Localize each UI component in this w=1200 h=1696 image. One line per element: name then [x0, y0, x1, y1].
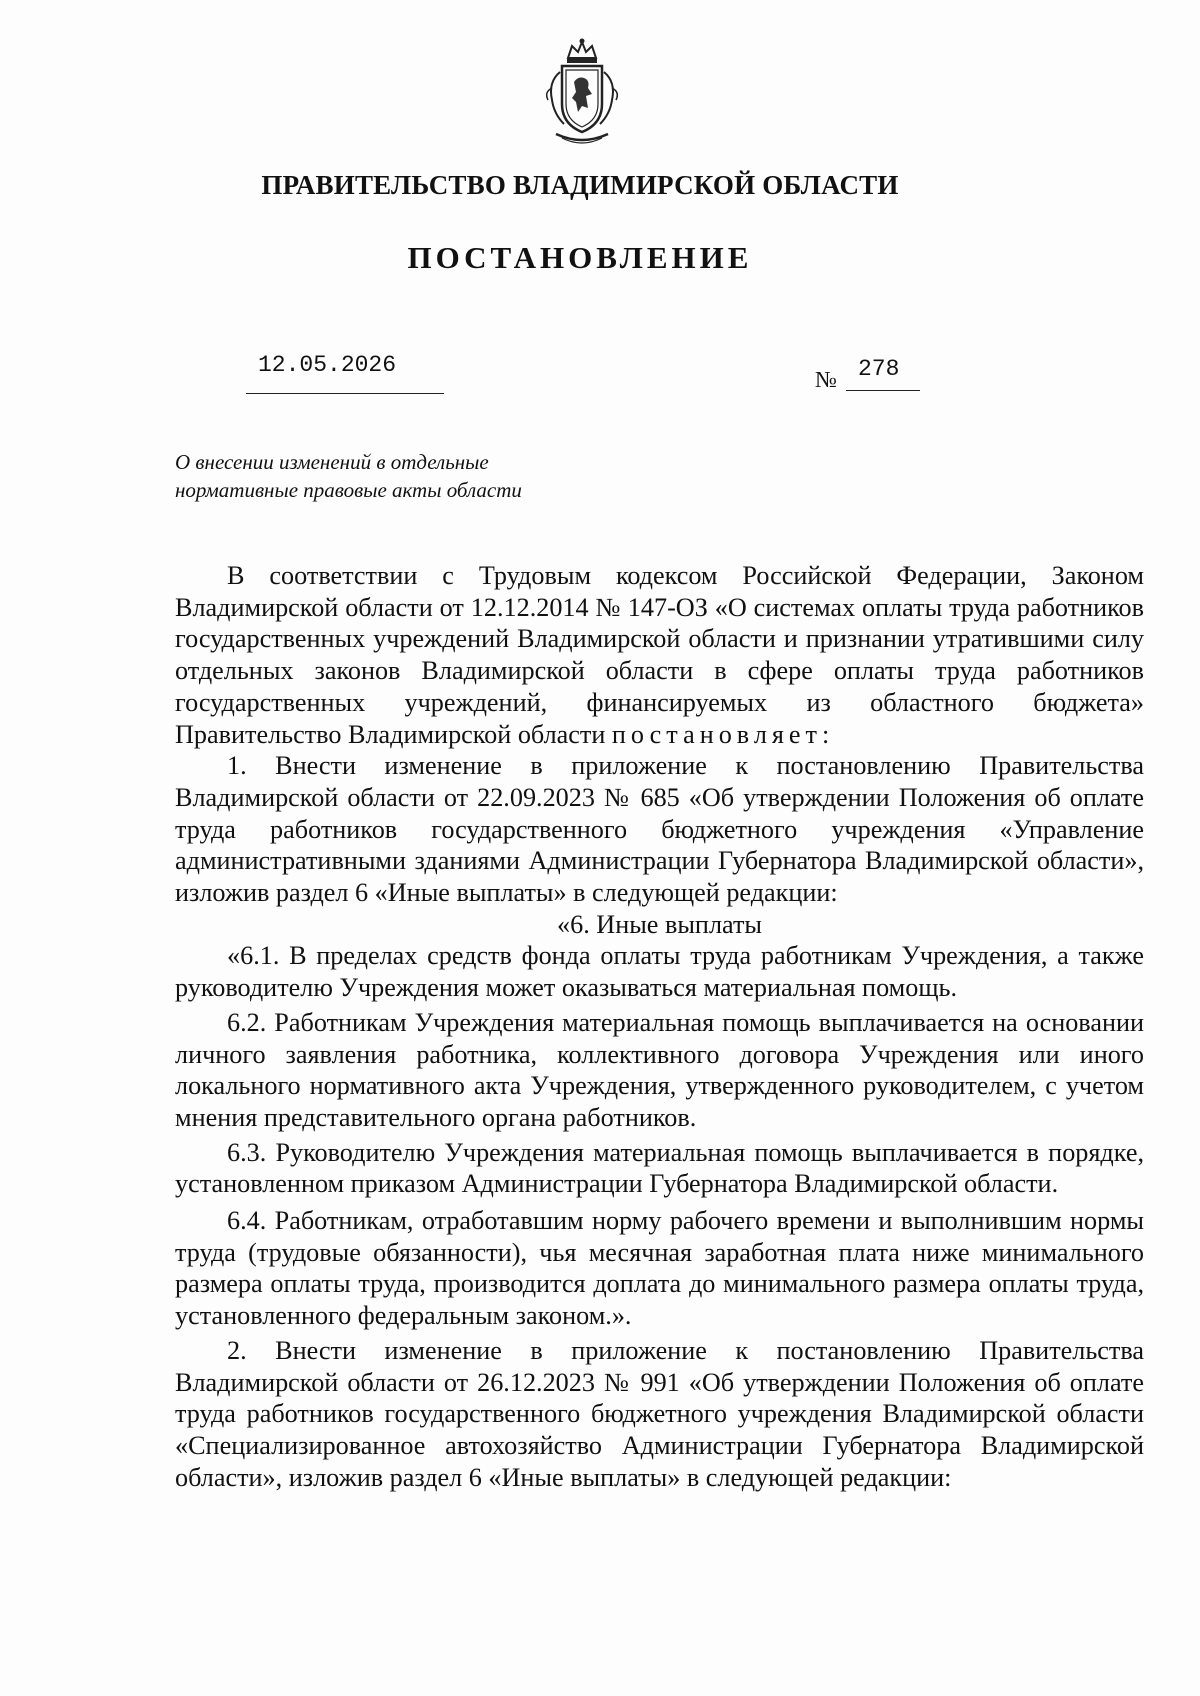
- decree-word: постановляет:: [611, 719, 835, 749]
- number-sign: №: [815, 367, 837, 392]
- coat-of-arms-icon: [534, 38, 630, 148]
- paragraph-6-1: «6.1. В пределах средств фонда оплаты труда работникам Учреждения, а также руководителю Учреждения может оказываться материальная помощь.: [175, 941, 1144, 1003]
- date-underline: [246, 393, 444, 394]
- document-type: ПОСТАНОВЛЕНИЕ: [407, 240, 753, 275]
- item-1: 1. Внести изменение в приложение к постановлению Правительства Владимирской области от 22.09.2023 № 685 «Об утверждении Положения об оплате труда работников государственного бюджетного учреждения «Управление административными зданиями Администрации Губернатора Владимирской области», изложив раздел 6 «Иные выплаты» в следующей редакции:: [175, 751, 1144, 908]
- document-subject: [175, 448, 522, 504]
- section-heading: «6. Иные выплаты: [557, 909, 762, 939]
- organization-title: ПРАВИТЕЛЬСТВО ВЛАДИМИРСКОЙ ОБЛАСТИ: [261, 170, 899, 200]
- item-2: 2. Внести изменение в приложение к постановлению Правительства Владимирской области от 26.12.2023 № 991 «Об утверждении Положения об оплате труда работников государственного бюджетного учреждения Владимирской области «Специализированное автохозяйство Администрации Губернатора Владимирской области», изложив раздел 6 «Иные выплаты» в следующей редакции:: [175, 1335, 1144, 1492]
- paragraph-6-3: 6.3. Руководителю Учреждения материальная помощь выплачивается в порядке, установленном приказом Администрации Губернатора Владимирской области.: [175, 1137, 1144, 1199]
- paragraph-6-4: 6.4. Работникам, отработавшим норму рабочего времени и выполнившим нормы труда (трудовые обязанности), чья месячная заработная плата ниже минимального размера оплаты труда, производится доплата до минимального размера оплаты труда, установленного федеральным законом.».: [175, 1206, 1144, 1331]
- document-date: 12.05.2026: [258, 352, 397, 378]
- number-underline: [846, 390, 920, 391]
- subject-line-2: нормативные правовые акты области: [175, 478, 522, 502]
- subject-line-1: О внесении изменений в отдельные: [175, 450, 489, 474]
- paragraph-6-2: 6.2. Работникам Учреждения материальная помощь выплачивается на основании личного заявления работника, коллективного договора Учреждения или иного локального нормативного акта Учреждения, утвержденного руководителем, с учетом мнения представительного органа работников.: [175, 1007, 1144, 1132]
- document-body: [175, 560, 1144, 1493]
- preamble: [175, 560, 1144, 750]
- preamble-text: В соответствии с Трудовым кодексом Российской Федерации, Законом Владимирской области от 12.12.2014 № 147-ОЗ «О системах оплаты труда работников государственных учреждений Владимирской области и признании утратившими силу отдельных законов Владимирской области в сфере оплаты труда работников государственных учреждений, финансируемых из областного бюджета» Правительство Владимирской области: [175, 561, 1144, 749]
- document-number: 278: [858, 356, 900, 382]
